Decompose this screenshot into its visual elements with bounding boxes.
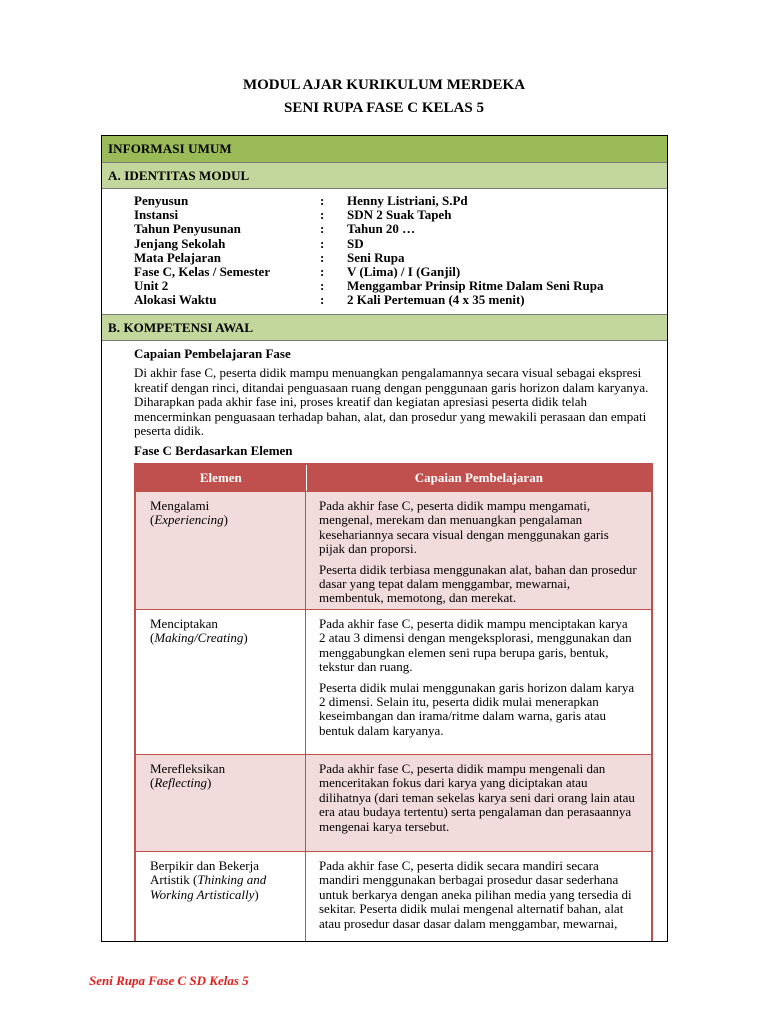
identity-key: Fase C, Kelas / Semester xyxy=(134,264,271,280)
identity-key: Unit 2 xyxy=(134,278,169,294)
elemen-name: Berpikir dan Bekerja Artistik xyxy=(150,858,260,888)
capaian-cell xyxy=(306,755,651,851)
capaian-text: Pada akhir fase C, peserta didik mampu mengamati, mengenal, merekam dan menuangkan pengalaman kesehariannya secara visual dengan menggunakan garis pijak dan proporsi. xyxy=(319,498,609,557)
identity-value: Tahun 20 … xyxy=(347,221,416,237)
page-footer: Seni Rupa Fase C SD Kelas 5 xyxy=(89,973,249,988)
capaian-text: Peserta didik mulai menggunakan garis horizon dalam karya 2 dimensi. Selain itu, peserta didik mulai menerapkan keseimbangan dan irama/ritme dalam warna, garis atau bentuk dalam karyanya. xyxy=(319,679,635,738)
identity-row xyxy=(134,279,657,293)
identity-value: SD xyxy=(347,235,364,251)
elemen-name: Merefleksikan xyxy=(150,761,226,776)
identity-row xyxy=(134,194,657,208)
paren-open: ( xyxy=(150,775,155,791)
identity-separator: : xyxy=(320,264,325,280)
section-identitas-modul: A. IDENTITAS MODUL xyxy=(102,163,667,189)
capaian-text: Pada akhir fase C, peserta didik mampu mengenali dan menceritakan fokus dari karya yang diciptakan atau dilihatnya (dari teman sekelas karya seni dari orang lain atau era atau budaya tertentu) serta pengalaman dan perasaannya mengenai karya tersebut. xyxy=(319,761,635,834)
identity-row xyxy=(134,265,657,279)
section-kompetensi-awal: B. KOMPETENSI AWAL xyxy=(102,314,667,341)
identity-table xyxy=(134,194,657,308)
elemen-english: Making/Creating xyxy=(154,630,244,646)
identity-value: Henny Listriani, S.Pd xyxy=(347,193,468,208)
fase-c-heading: Fase C Berdasarkan Elemen xyxy=(134,443,293,458)
document-subtitle: SENI RUPA FASE C KELAS 5 xyxy=(284,100,484,116)
elemen-cell xyxy=(136,755,306,851)
paren-close: ) xyxy=(223,512,228,528)
capaian-paragraph: Di akhir fase C, peserta didik mampu menuangkan pengalamannya secara visual sebagai ekspresi kreatif dengan rinci, ditandai penguasaan ruang dengan penggunaan garis horizon dalam karyanya. Diharapkan pada akhir fase ini, proses kreatif dan kegiatan apresiasi peserta didik telah mencerminkan penguasaan terhadap bahan, alat, dan prosedur yang mewakili perasaan dan empati peserta didik. xyxy=(134,365,649,439)
elemen-name: Mengalami xyxy=(150,498,210,513)
capaian-text: Pada akhir fase C, peserta didik secara mandiri secara mandiri menggunakan berbagai prosedur dasar sederhana untuk berkarya dengan aneka pilihan media yang tersedia di sekitar. Peserta didik mulai mengenal alternatif bahan, alat atau prosedur dasar dasar dalam menggambar, mewarnai, xyxy=(319,858,632,931)
identity-value: 2 Kali Pertemuan (4 x 35 menit) xyxy=(347,292,525,308)
identity-key: Jenjang Sekolah xyxy=(134,235,226,251)
document-title: MODUL AJAR KURIKULUM MERDEKA xyxy=(242,77,526,93)
table-row xyxy=(136,754,651,851)
paren-close: ) xyxy=(207,775,212,791)
identity-separator: : xyxy=(320,278,325,294)
identity-key: Penyusun xyxy=(134,193,189,208)
identity-row xyxy=(134,208,657,222)
elemen-english: Experiencing xyxy=(154,512,224,528)
identity-separator: : xyxy=(320,235,325,251)
capaian-text: Pada akhir fase C, peserta didik mampu menciptakan karya 2 atau 3 dimensi dengan mengeksplorasi, menggunakan dan menggabungkan elemen seni rupa berupa garis, bentuk, tekstur dan ruang. xyxy=(319,616,632,675)
identity-separator: : xyxy=(320,221,325,237)
identity-separator: : xyxy=(320,292,325,308)
identity-value: Menggambar Prinsip Ritme Dalam Seni Rupa xyxy=(347,278,604,294)
identity-key: Alokasi Waktu xyxy=(134,292,217,308)
elemen-cell xyxy=(136,610,306,754)
identity-value: Seni Rupa xyxy=(347,249,405,265)
table-row xyxy=(136,851,651,942)
identity-row xyxy=(134,293,657,307)
paren-close: ) xyxy=(254,886,259,902)
table-row xyxy=(136,609,651,754)
elemen-english: Thinking and Working Artistically xyxy=(150,872,267,902)
identity-key: Mata Pelajaran xyxy=(134,249,222,265)
elemen-cell xyxy=(136,492,306,609)
capaian-heading: Capaian Pembelajaran Fase xyxy=(134,346,291,361)
capaian-text: Peserta didik terbiasa menggunakan alat, bahan dan prosedur dasar yang tepat dalam menggambar, mewarnai, membentuk, memotong, dan merekat. xyxy=(319,561,637,606)
identity-row xyxy=(134,237,657,251)
section-informasi-umum: INFORMASI UMUM xyxy=(102,136,667,163)
identity-row xyxy=(134,251,657,265)
identity-value: SDN 2 Suak Tapeh xyxy=(347,207,452,223)
elemen-english: Reflecting xyxy=(154,775,208,791)
module-frame xyxy=(101,135,668,942)
paren-open: ( xyxy=(150,512,155,528)
identity-row xyxy=(134,222,657,236)
table-row xyxy=(136,491,651,609)
elemen-cell xyxy=(136,852,306,942)
paren-open: ( xyxy=(192,872,198,888)
capaian-cell xyxy=(306,852,651,942)
elemen-table-header xyxy=(136,465,651,491)
paren-open: ( xyxy=(150,630,155,646)
header-elemen: Elemen xyxy=(136,465,307,491)
identity-key: Tahun Penyusunan xyxy=(134,221,241,237)
identity-key: Instansi xyxy=(134,207,179,223)
identity-value: V (Lima) / I (Ganjil) xyxy=(347,264,461,280)
elemen-name: Menciptakan xyxy=(150,616,218,631)
identity-separator: : xyxy=(320,249,325,265)
header-capaian: Capaian Pembelajaran xyxy=(414,470,543,485)
capaian-cell xyxy=(306,610,651,754)
paren-close: ) xyxy=(243,630,248,646)
identity-separator: : xyxy=(320,207,325,223)
identity-separator: : xyxy=(320,193,325,208)
elemen-table xyxy=(134,463,653,942)
capaian-cell xyxy=(306,492,651,609)
